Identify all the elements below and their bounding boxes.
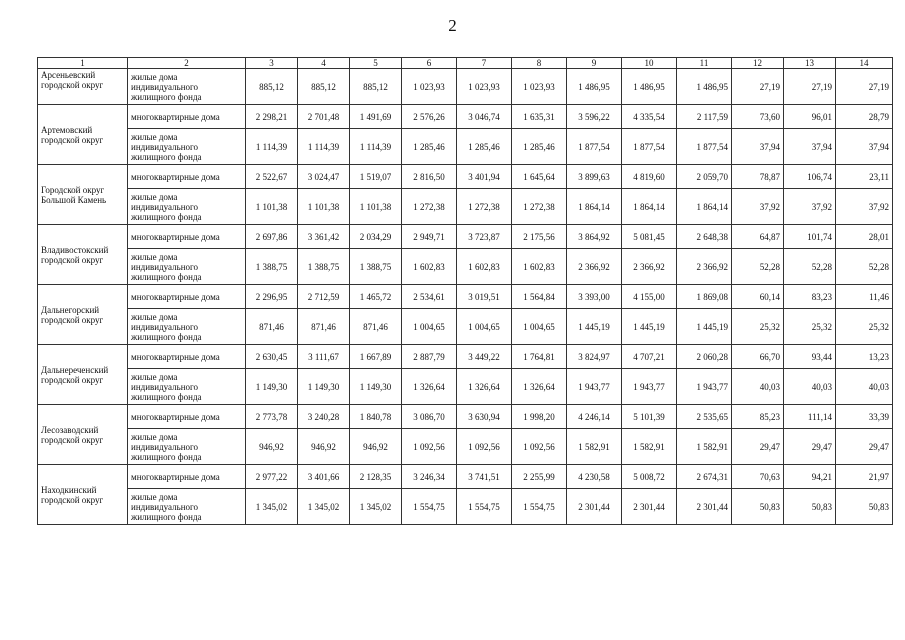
table-row xyxy=(38,249,893,285)
value-cell: 40,03 xyxy=(732,369,784,405)
column-header: 9 xyxy=(567,58,622,69)
value-cell: 1 272,38 xyxy=(402,189,457,225)
value-cell: 60,14 xyxy=(732,285,784,309)
value-cell: 2 674,31 xyxy=(677,465,732,489)
column-header: 1 xyxy=(38,58,128,69)
value-cell: 871,46 xyxy=(350,309,402,345)
value-cell: 3 046,74 xyxy=(457,105,512,129)
value-cell: 2 522,67 xyxy=(246,165,298,189)
value-cell: 3 393,00 xyxy=(567,285,622,309)
column-header: 6 xyxy=(402,58,457,69)
district-name: Арсеньевский городской округ xyxy=(38,69,128,105)
value-cell: 4 707,21 xyxy=(622,345,677,369)
housing-type: жилые дома индивидуального жилищного фонда xyxy=(128,369,246,405)
value-cell: 27,19 xyxy=(784,69,836,105)
value-cell: 871,46 xyxy=(298,309,350,345)
value-cell: 1 272,38 xyxy=(512,189,567,225)
value-cell: 1 326,64 xyxy=(457,369,512,405)
value-cell: 1 645,64 xyxy=(512,165,567,189)
value-cell: 3 024,47 xyxy=(298,165,350,189)
value-cell: 93,44 xyxy=(784,345,836,369)
value-cell: 2 366,92 xyxy=(567,249,622,285)
value-cell: 3 401,66 xyxy=(298,465,350,489)
value-cell: 1 114,39 xyxy=(246,129,298,165)
table-row xyxy=(38,405,893,429)
value-cell: 1 092,56 xyxy=(457,429,512,465)
value-cell: 1 023,93 xyxy=(402,69,457,105)
table-row xyxy=(38,129,893,165)
housing-type: многоквартирные дома xyxy=(128,165,246,189)
value-cell: 2 298,21 xyxy=(246,105,298,129)
housing-type: многоквартирные дома xyxy=(128,285,246,309)
value-cell: 1 491,69 xyxy=(350,105,402,129)
value-cell: 1 764,81 xyxy=(512,345,567,369)
value-cell: 885,12 xyxy=(298,69,350,105)
column-header: 11 xyxy=(677,58,732,69)
value-cell: 1 445,19 xyxy=(677,309,732,345)
value-cell: 29,47 xyxy=(732,429,784,465)
value-cell: 1 101,38 xyxy=(350,189,402,225)
value-cell: 1 869,08 xyxy=(677,285,732,309)
value-cell: 2 576,26 xyxy=(402,105,457,129)
value-cell: 1 554,75 xyxy=(402,489,457,525)
value-cell: 1 092,56 xyxy=(512,429,567,465)
value-cell: 37,94 xyxy=(784,129,836,165)
district-name: Городской округ Большой Камень xyxy=(38,165,128,225)
value-cell: 50,83 xyxy=(784,489,836,525)
value-cell: 2 301,44 xyxy=(677,489,732,525)
value-cell: 28,79 xyxy=(836,105,893,129)
value-cell: 871,46 xyxy=(246,309,298,345)
value-cell: 40,03 xyxy=(836,369,893,405)
value-cell: 13,23 xyxy=(836,345,893,369)
housing-type: жилые дома индивидуального жилищного фонда xyxy=(128,429,246,465)
table-row xyxy=(38,189,893,225)
value-cell: 1 943,77 xyxy=(622,369,677,405)
value-cell: 21,97 xyxy=(836,465,893,489)
column-header: 7 xyxy=(457,58,512,69)
value-cell: 2 034,29 xyxy=(350,225,402,249)
value-cell: 3 630,94 xyxy=(457,405,512,429)
value-cell: 2 949,71 xyxy=(402,225,457,249)
district-name: Находкинский городской округ xyxy=(38,465,128,525)
value-cell: 78,87 xyxy=(732,165,784,189)
value-cell: 2 773,78 xyxy=(246,405,298,429)
value-cell: 33,39 xyxy=(836,405,893,429)
value-cell: 5 081,45 xyxy=(622,225,677,249)
value-cell: 37,92 xyxy=(732,189,784,225)
value-cell: 4 230,58 xyxy=(567,465,622,489)
tariff-table xyxy=(37,57,893,525)
value-cell: 37,94 xyxy=(732,129,784,165)
header-row xyxy=(38,58,893,69)
column-header: 14 xyxy=(836,58,893,69)
value-cell: 2 887,79 xyxy=(402,345,457,369)
value-cell: 1 840,78 xyxy=(350,405,402,429)
column-header: 2 xyxy=(128,58,246,69)
district-name: Владивостокский городской округ xyxy=(38,225,128,285)
housing-type: многоквартирные дома xyxy=(128,225,246,249)
table-row xyxy=(38,69,893,105)
value-cell: 1 943,77 xyxy=(677,369,732,405)
value-cell: 2 301,44 xyxy=(622,489,677,525)
value-cell: 1 092,56 xyxy=(402,429,457,465)
value-cell: 1 285,46 xyxy=(512,129,567,165)
value-cell: 2 648,38 xyxy=(677,225,732,249)
value-cell: 27,19 xyxy=(732,69,784,105)
value-cell: 2 366,92 xyxy=(677,249,732,285)
value-cell: 29,47 xyxy=(784,429,836,465)
table-row xyxy=(38,285,893,309)
value-cell: 946,92 xyxy=(298,429,350,465)
value-cell: 1 602,83 xyxy=(512,249,567,285)
district-name: Дальнереченский городской округ xyxy=(38,345,128,405)
value-cell: 96,01 xyxy=(784,105,836,129)
value-cell: 2 712,59 xyxy=(298,285,350,309)
value-cell: 2 059,70 xyxy=(677,165,732,189)
value-cell: 1 101,38 xyxy=(246,189,298,225)
value-cell: 2 301,44 xyxy=(567,489,622,525)
page-number: 2 xyxy=(448,16,457,35)
value-cell: 885,12 xyxy=(246,69,298,105)
value-cell: 1 635,31 xyxy=(512,105,567,129)
value-cell: 37,92 xyxy=(836,189,893,225)
value-cell: 1 326,64 xyxy=(402,369,457,405)
value-cell: 1 388,75 xyxy=(350,249,402,285)
value-cell: 25,32 xyxy=(732,309,784,345)
value-cell: 66,70 xyxy=(732,345,784,369)
table-row xyxy=(38,465,893,489)
value-cell: 4 246,14 xyxy=(567,405,622,429)
table-row xyxy=(38,345,893,369)
value-cell: 1 149,30 xyxy=(350,369,402,405)
value-cell: 2 255,99 xyxy=(512,465,567,489)
value-cell: 1 114,39 xyxy=(350,129,402,165)
value-cell: 3 246,34 xyxy=(402,465,457,489)
column-header: 13 xyxy=(784,58,836,69)
value-cell: 3 019,51 xyxy=(457,285,512,309)
value-cell: 3 401,94 xyxy=(457,165,512,189)
value-cell: 3 864,92 xyxy=(567,225,622,249)
value-cell: 1 667,89 xyxy=(350,345,402,369)
value-cell: 3 361,42 xyxy=(298,225,350,249)
value-cell: 1 602,83 xyxy=(402,249,457,285)
value-cell: 3 449,22 xyxy=(457,345,512,369)
value-cell: 27,19 xyxy=(836,69,893,105)
table-row xyxy=(38,489,893,525)
value-cell: 1 864,14 xyxy=(622,189,677,225)
value-cell: 1 345,02 xyxy=(298,489,350,525)
value-cell: 1 023,93 xyxy=(512,69,567,105)
value-cell: 1 998,20 xyxy=(512,405,567,429)
value-cell: 64,87 xyxy=(732,225,784,249)
column-header: 4 xyxy=(298,58,350,69)
housing-type: жилые дома индивидуального жилищного фонда xyxy=(128,189,246,225)
value-cell: 1 004,65 xyxy=(512,309,567,345)
value-cell: 101,74 xyxy=(784,225,836,249)
value-cell: 2 128,35 xyxy=(350,465,402,489)
column-header: 8 xyxy=(512,58,567,69)
column-header: 12 xyxy=(732,58,784,69)
value-cell: 4 155,00 xyxy=(622,285,677,309)
value-cell: 1 023,93 xyxy=(457,69,512,105)
value-cell: 1 272,38 xyxy=(457,189,512,225)
value-cell: 1 388,75 xyxy=(298,249,350,285)
value-cell: 111,14 xyxy=(784,405,836,429)
value-cell: 3 899,63 xyxy=(567,165,622,189)
value-cell: 2 816,50 xyxy=(402,165,457,189)
housing-type: многоквартирные дома xyxy=(128,405,246,429)
value-cell: 70,63 xyxy=(732,465,784,489)
value-cell: 1 877,54 xyxy=(567,129,622,165)
value-cell: 50,83 xyxy=(732,489,784,525)
column-header: 3 xyxy=(246,58,298,69)
value-cell: 3 824,97 xyxy=(567,345,622,369)
value-cell: 1 465,72 xyxy=(350,285,402,309)
value-cell: 106,74 xyxy=(784,165,836,189)
value-cell: 4 819,60 xyxy=(622,165,677,189)
table-row xyxy=(38,369,893,405)
value-cell: 1 004,65 xyxy=(457,309,512,345)
value-cell: 1 877,54 xyxy=(677,129,732,165)
value-cell: 25,32 xyxy=(784,309,836,345)
value-cell: 1 149,30 xyxy=(246,369,298,405)
value-cell: 1 486,95 xyxy=(567,69,622,105)
value-cell: 52,28 xyxy=(732,249,784,285)
housing-type: жилые дома индивидуального жилищного фонда xyxy=(128,129,246,165)
value-cell: 1 486,95 xyxy=(622,69,677,105)
table-row xyxy=(38,225,893,249)
table-body xyxy=(38,69,893,525)
value-cell: 3 723,87 xyxy=(457,225,512,249)
housing-type: многоквартирные дома xyxy=(128,105,246,129)
district-name: Артемовский городской округ xyxy=(38,105,128,165)
value-cell: 1 285,46 xyxy=(402,129,457,165)
housing-type: многоквартирные дома xyxy=(128,465,246,489)
value-cell: 1 285,46 xyxy=(457,129,512,165)
value-cell: 2 630,45 xyxy=(246,345,298,369)
value-cell: 1 554,75 xyxy=(457,489,512,525)
housing-type: многоквартирные дома xyxy=(128,345,246,369)
value-cell: 1 345,02 xyxy=(246,489,298,525)
value-cell: 1 864,14 xyxy=(567,189,622,225)
housing-type: жилые дома индивидуального жилищного фонда xyxy=(128,489,246,525)
value-cell: 29,47 xyxy=(836,429,893,465)
value-cell: 94,21 xyxy=(784,465,836,489)
value-cell: 50,83 xyxy=(836,489,893,525)
value-cell: 1 582,91 xyxy=(622,429,677,465)
table-row xyxy=(38,309,893,345)
value-cell: 73,60 xyxy=(732,105,784,129)
value-cell: 4 335,54 xyxy=(622,105,677,129)
value-cell: 2 535,65 xyxy=(677,405,732,429)
value-cell: 3 240,28 xyxy=(298,405,350,429)
value-cell: 85,23 xyxy=(732,405,784,429)
value-cell: 946,92 xyxy=(350,429,402,465)
value-cell: 1 519,07 xyxy=(350,165,402,189)
value-cell: 83,23 xyxy=(784,285,836,309)
district-name: Лесозаводский городской округ xyxy=(38,405,128,465)
value-cell: 2 117,59 xyxy=(677,105,732,129)
value-cell: 5 101,39 xyxy=(622,405,677,429)
value-cell: 1 602,83 xyxy=(457,249,512,285)
value-cell: 2 366,92 xyxy=(622,249,677,285)
value-cell: 1 445,19 xyxy=(622,309,677,345)
value-cell: 52,28 xyxy=(836,249,893,285)
value-cell: 946,92 xyxy=(246,429,298,465)
value-cell: 1 486,95 xyxy=(677,69,732,105)
value-cell: 11,46 xyxy=(836,285,893,309)
value-cell: 28,01 xyxy=(836,225,893,249)
value-cell: 1 877,54 xyxy=(622,129,677,165)
value-cell: 2 534,61 xyxy=(402,285,457,309)
value-cell: 1 149,30 xyxy=(298,369,350,405)
value-cell: 1 582,91 xyxy=(677,429,732,465)
table-row xyxy=(38,165,893,189)
value-cell: 5 008,72 xyxy=(622,465,677,489)
value-cell: 1 114,39 xyxy=(298,129,350,165)
value-cell: 1 445,19 xyxy=(567,309,622,345)
value-cell: 2 697,86 xyxy=(246,225,298,249)
district-name: Дальнегорский городской округ xyxy=(38,285,128,345)
table-row xyxy=(38,105,893,129)
value-cell: 3 086,70 xyxy=(402,405,457,429)
value-cell: 1 101,38 xyxy=(298,189,350,225)
value-cell: 1 345,02 xyxy=(350,489,402,525)
value-cell: 1 004,65 xyxy=(402,309,457,345)
value-cell: 25,32 xyxy=(836,309,893,345)
table-row xyxy=(38,429,893,465)
value-cell: 1 554,75 xyxy=(512,489,567,525)
value-cell: 1 388,75 xyxy=(246,249,298,285)
value-cell: 1 564,84 xyxy=(512,285,567,309)
value-cell: 1 326,64 xyxy=(512,369,567,405)
column-header: 5 xyxy=(350,58,402,69)
value-cell: 1 864,14 xyxy=(677,189,732,225)
column-header: 10 xyxy=(622,58,677,69)
housing-type: жилые дома индивидуального жилищного фонда xyxy=(128,249,246,285)
value-cell: 885,12 xyxy=(350,69,402,105)
housing-type: жилые дома индивидуального жилищного фонда xyxy=(128,69,246,105)
value-cell: 37,92 xyxy=(784,189,836,225)
value-cell: 1 582,91 xyxy=(567,429,622,465)
value-cell: 2 701,48 xyxy=(298,105,350,129)
value-cell: 1 943,77 xyxy=(567,369,622,405)
value-cell: 3 111,67 xyxy=(298,345,350,369)
value-cell: 23,11 xyxy=(836,165,893,189)
value-cell: 2 296,95 xyxy=(246,285,298,309)
value-cell: 2 060,28 xyxy=(677,345,732,369)
value-cell: 2 977,22 xyxy=(246,465,298,489)
value-cell: 3 741,51 xyxy=(457,465,512,489)
value-cell: 2 175,56 xyxy=(512,225,567,249)
value-cell: 52,28 xyxy=(784,249,836,285)
value-cell: 40,03 xyxy=(784,369,836,405)
value-cell: 3 596,22 xyxy=(567,105,622,129)
housing-type: жилые дома индивидуального жилищного фонда xyxy=(128,309,246,345)
value-cell: 37,94 xyxy=(836,129,893,165)
